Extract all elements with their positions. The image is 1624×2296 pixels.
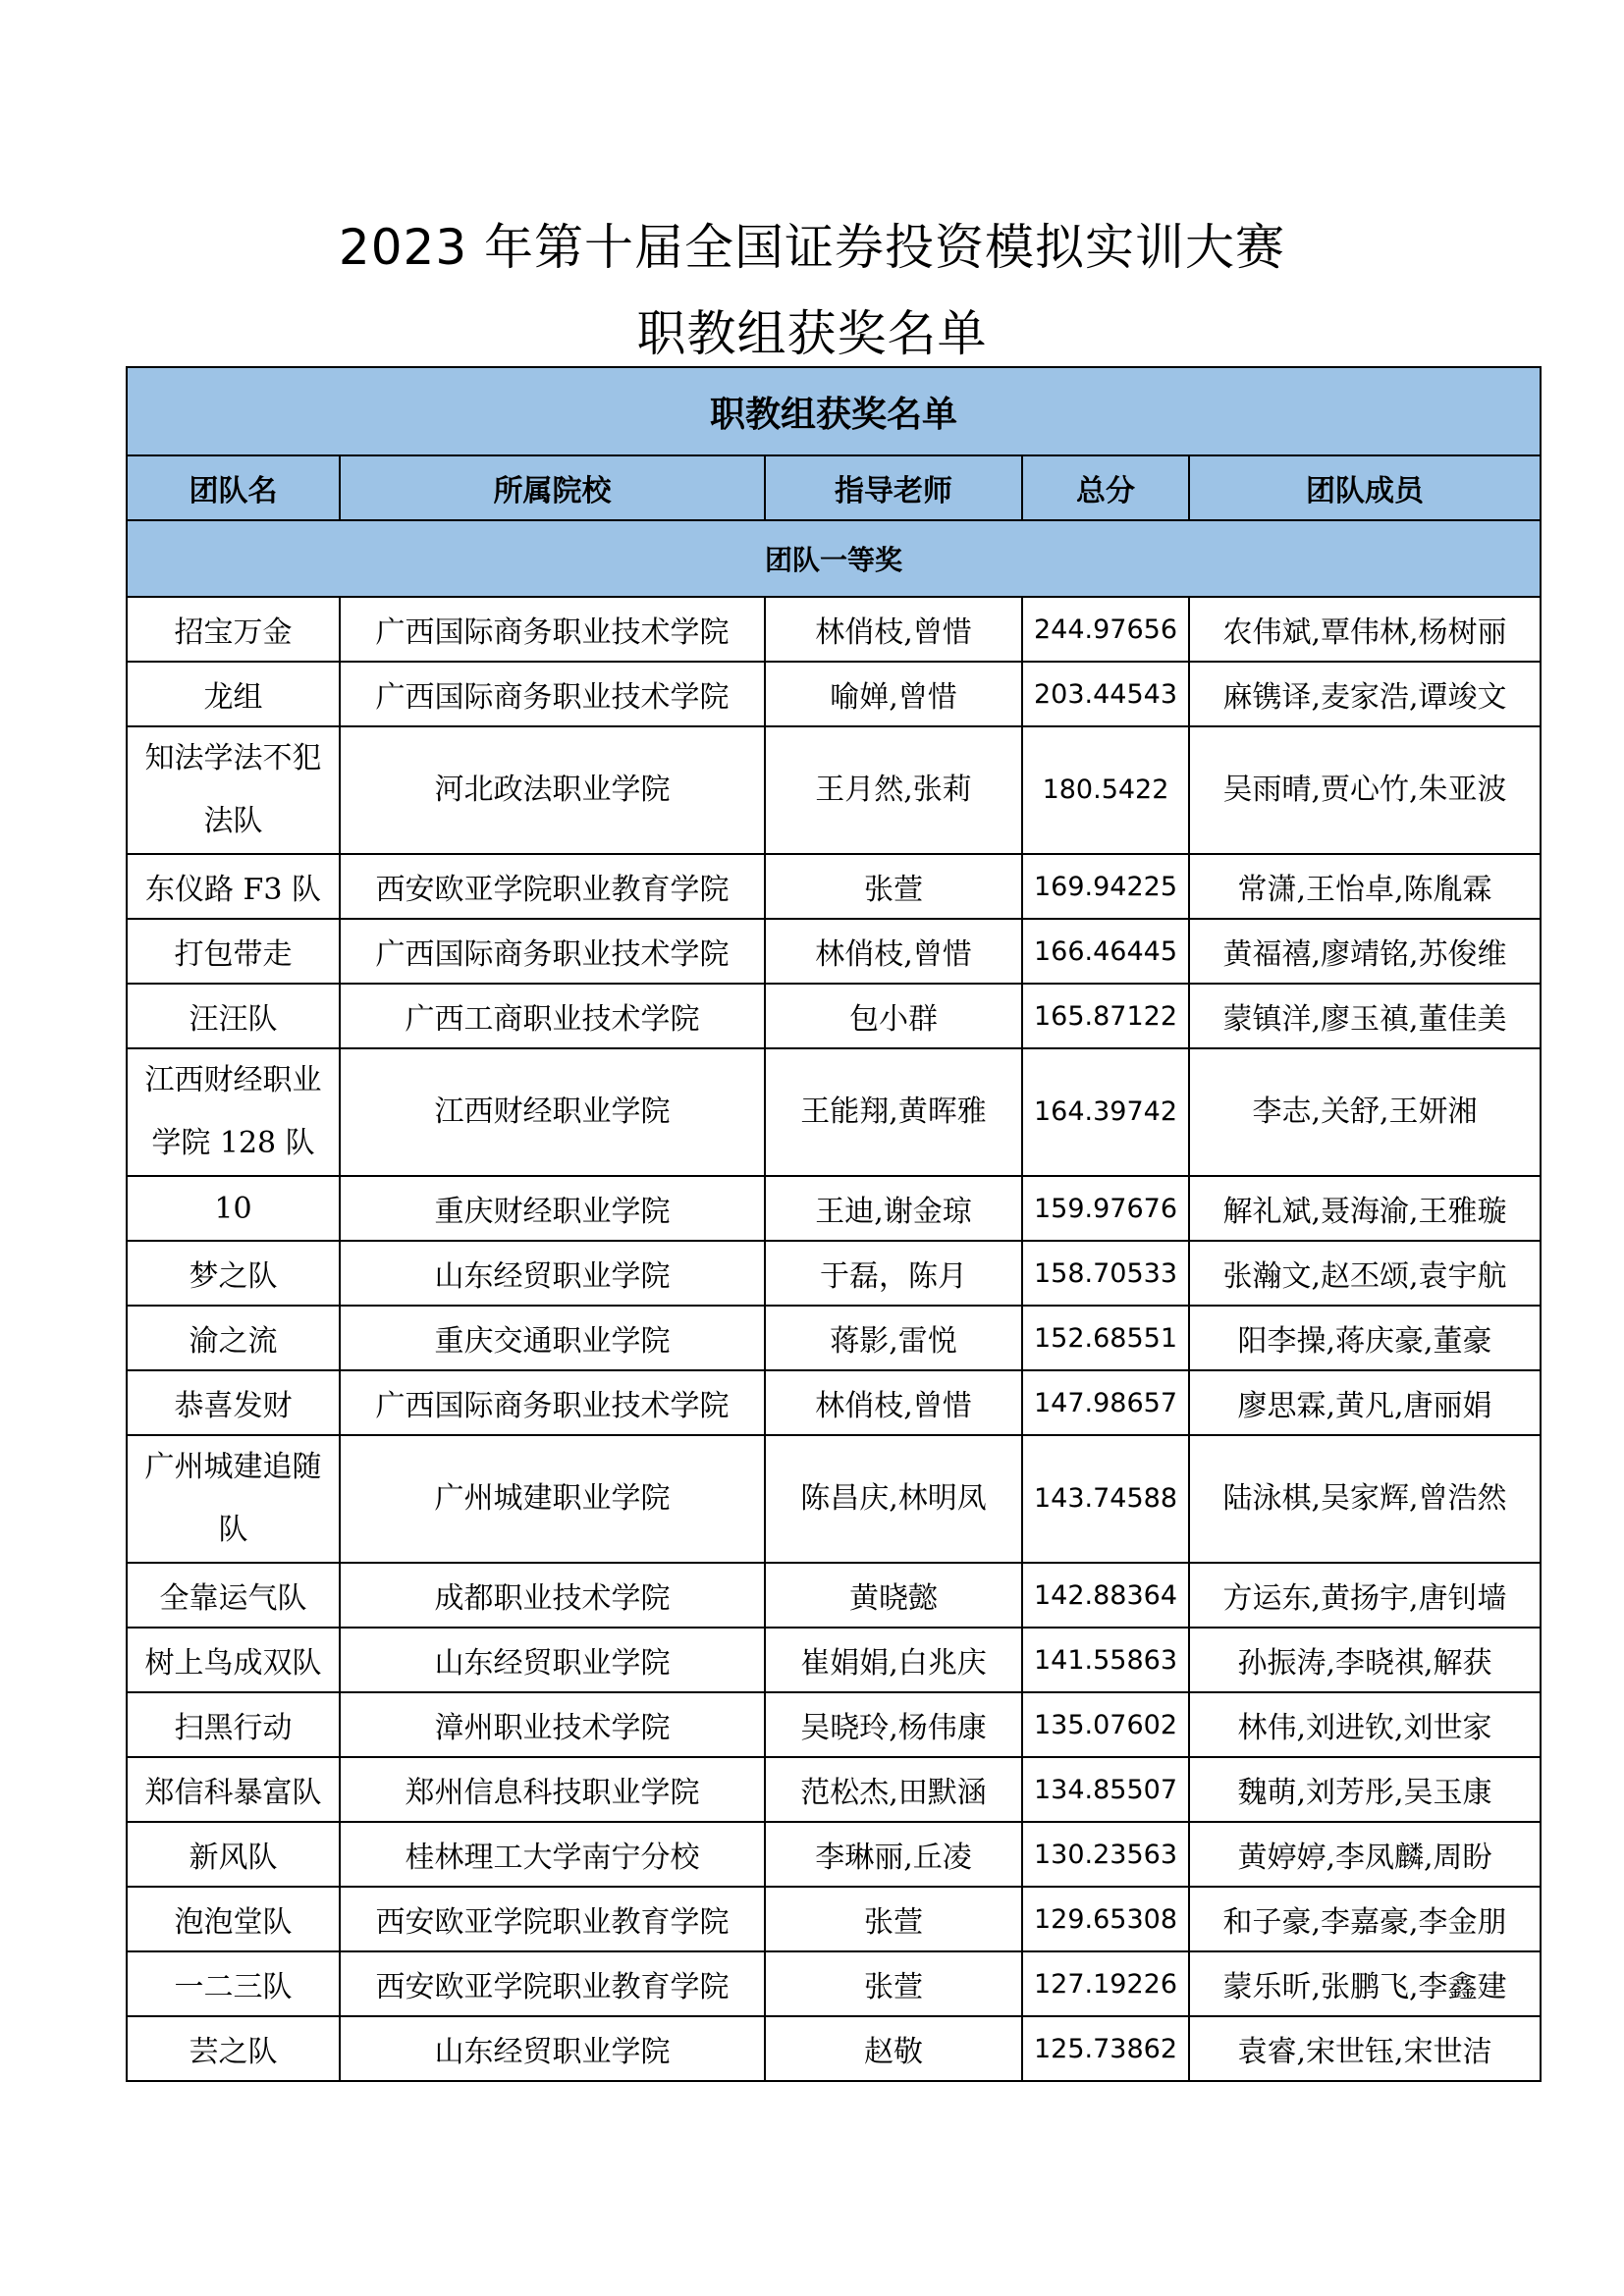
column-header-members: 团队成员 [1189, 455, 1541, 520]
score-cell: 165.87122 [1022, 984, 1189, 1048]
team-name-cell: 树上鸟成双队 [127, 1628, 340, 1692]
school-cell: 广西国际商务职业技术学院 [340, 1370, 765, 1435]
members-cell: 吴雨晴,贾心竹,朱亚波 [1189, 726, 1541, 854]
table-row [127, 2016, 1541, 2081]
table-row [127, 1306, 1541, 1370]
members-cell: 李志,关舒,王妍湘 [1189, 1048, 1541, 1176]
team-name-cell: 泡泡堂队 [127, 1887, 340, 1951]
members-cell: 袁睿,宋世钰,宋世洁 [1189, 2016, 1541, 2081]
table-row [127, 1757, 1541, 1822]
table-row [127, 726, 1541, 854]
teacher-cell: 崔娟娟,白兆庆 [765, 1628, 1022, 1692]
teacher-cell: 黄晓懿 [765, 1563, 1022, 1628]
table-row [127, 919, 1541, 984]
school-cell: 漳州职业技术学院 [340, 1692, 765, 1757]
score-cell: 164.39742 [1022, 1048, 1189, 1176]
teacher-cell: 吴晓玲,杨伟康 [765, 1692, 1022, 1757]
score-cell: 166.46445 [1022, 919, 1189, 984]
table-row [127, 1241, 1541, 1306]
table-row [127, 1951, 1541, 2016]
team-name-cell: 扫黑行动 [127, 1692, 340, 1757]
table-row [127, 662, 1541, 726]
score-cell: 169.94225 [1022, 854, 1189, 919]
members-cell: 魏萌,刘芳彤,吴玉康 [1189, 1757, 1541, 1822]
members-cell: 陆泳棋,吴家辉,曾浩然 [1189, 1435, 1541, 1563]
members-cell: 麻镌译,麦家浩,谭竣文 [1189, 662, 1541, 726]
score-cell: 143.74588 [1022, 1435, 1189, 1563]
teacher-cell: 林俏枝,曾惜 [765, 597, 1022, 662]
teacher-cell: 赵敬 [765, 2016, 1022, 2081]
school-cell: 西安欧亚学院职业教育学院 [340, 854, 765, 919]
members-cell: 阳李操,蒋庆豪,董豪 [1189, 1306, 1541, 1370]
team-name-cell: 打包带走 [127, 919, 340, 984]
table-row [127, 1563, 1541, 1628]
score-cell: 141.55863 [1022, 1628, 1189, 1692]
team-name-cell: 新风队 [127, 1822, 340, 1887]
table-row [127, 854, 1541, 919]
teacher-cell: 王能翔,黄晖雅 [765, 1048, 1022, 1176]
teacher-cell: 蒋影,雷悦 [765, 1306, 1022, 1370]
teacher-cell: 张萱 [765, 1951, 1022, 2016]
team-name-cell: 全靠运气队 [127, 1563, 340, 1628]
teacher-cell: 张萱 [765, 854, 1022, 919]
members-cell: 孙振涛,李晓祺,解获 [1189, 1628, 1541, 1692]
school-cell: 山东经贸职业学院 [340, 2016, 765, 2081]
members-cell: 农伟斌,覃伟林,杨树丽 [1189, 597, 1541, 662]
table-row [127, 1435, 1541, 1563]
school-cell: 重庆交通职业学院 [340, 1306, 765, 1370]
members-cell: 蒙镇洋,廖玉禛,董佳美 [1189, 984, 1541, 1048]
school-cell: 西安欧亚学院职业教育学院 [340, 1951, 765, 2016]
score-cell: 125.73862 [1022, 2016, 1189, 2081]
teacher-cell: 王月然,张莉 [765, 726, 1022, 854]
table-row [127, 1628, 1541, 1692]
members-cell: 黄婷婷,李凤麟,周盼 [1189, 1822, 1541, 1887]
table-row [127, 1176, 1541, 1241]
score-cell: 142.88364 [1022, 1563, 1189, 1628]
school-cell: 桂林理工大学南宁分校 [340, 1822, 765, 1887]
table-caption: 职教组获奖名单 [127, 367, 1541, 455]
team-name-cell: 龙组 [127, 662, 340, 726]
table-row [127, 1370, 1541, 1435]
score-cell: 134.85507 [1022, 1757, 1189, 1822]
members-cell: 蒙乐昕,张鹏飞,李鑫建 [1189, 1951, 1541, 2016]
members-cell: 解礼斌,聂海渝,王雅璇 [1189, 1176, 1541, 1241]
table-row [127, 597, 1541, 662]
score-cell: 130.23563 [1022, 1822, 1189, 1887]
team-name-cell: 知法学法不犯法队 [127, 726, 340, 854]
score-cell: 244.97656 [1022, 597, 1189, 662]
score-cell: 127.19226 [1022, 1951, 1189, 2016]
school-cell: 广西国际商务职业技术学院 [340, 662, 765, 726]
teacher-cell: 王迪,谢金琼 [765, 1176, 1022, 1241]
team-name-cell: 广州城建追随队 [127, 1435, 340, 1563]
team-name-cell: 郑信科暴富队 [127, 1757, 340, 1822]
team-name-cell: 渝之流 [127, 1306, 340, 1370]
team-name-cell: 招宝万金 [127, 597, 340, 662]
teacher-cell: 包小群 [765, 984, 1022, 1048]
team-name-cell: 东仪路 F3 队 [127, 854, 340, 919]
table-row [127, 1887, 1541, 1951]
school-cell: 成都职业技术学院 [340, 1563, 765, 1628]
score-cell: 135.07602 [1022, 1692, 1189, 1757]
section-header-first-prize: 团队一等奖 [127, 520, 1541, 597]
members-cell: 黄福禧,廖靖铭,苏俊维 [1189, 919, 1541, 984]
score-cell: 147.98657 [1022, 1370, 1189, 1435]
members-cell: 常潇,王怡卓,陈胤霖 [1189, 854, 1541, 919]
team-name-cell: 芸之队 [127, 2016, 340, 2081]
school-cell: 广州城建职业学院 [340, 1435, 765, 1563]
teacher-cell: 陈昌庆,林明凤 [765, 1435, 1022, 1563]
team-name-cell: 梦之队 [127, 1241, 340, 1306]
school-cell: 广西国际商务职业技术学院 [340, 919, 765, 984]
school-cell: 郑州信息科技职业学院 [340, 1757, 765, 1822]
team-name-cell: 恭喜发财 [127, 1370, 340, 1435]
score-cell: 129.65308 [1022, 1887, 1189, 1951]
score-cell: 203.44543 [1022, 662, 1189, 726]
members-cell: 林伟,刘进钦,刘世家 [1189, 1692, 1541, 1757]
score-cell: 158.70533 [1022, 1241, 1189, 1306]
table-body [127, 597, 1541, 2081]
column-header-school: 所属院校 [340, 455, 765, 520]
school-cell: 广西国际商务职业技术学院 [340, 597, 765, 662]
members-cell: 张瀚文,赵丕颂,袁宇航 [1189, 1241, 1541, 1306]
school-cell: 河北政法职业学院 [340, 726, 765, 854]
team-name-cell: 江西财经职业学院 128 队 [127, 1048, 340, 1176]
teacher-cell: 林俏枝,曾惜 [765, 1370, 1022, 1435]
teacher-cell: 喻婵,曾惜 [765, 662, 1022, 726]
school-cell: 江西财经职业学院 [340, 1048, 765, 1176]
award-table [126, 366, 1542, 2082]
teacher-cell: 范松杰,田默涵 [765, 1757, 1022, 1822]
column-header-teacher: 指导老师 [765, 455, 1022, 520]
table-row [127, 984, 1541, 1048]
teacher-cell: 于磊，陈月 [765, 1241, 1022, 1306]
school-cell: 山东经贸职业学院 [340, 1628, 765, 1692]
school-cell: 山东经贸职业学院 [340, 1241, 765, 1306]
table-row [127, 1048, 1541, 1176]
school-cell: 重庆财经职业学院 [340, 1176, 765, 1241]
school-cell: 西安欧亚学院职业教育学院 [340, 1887, 765, 1951]
column-header-score: 总分 [1022, 455, 1189, 520]
score-cell: 159.97676 [1022, 1176, 1189, 1241]
team-name-cell: 汪汪队 [127, 984, 340, 1048]
team-name-cell: 一二三队 [127, 1951, 340, 2016]
team-name-cell: 10 [127, 1176, 340, 1241]
score-cell: 152.68551 [1022, 1306, 1189, 1370]
teacher-cell: 李琳丽,丘凌 [765, 1822, 1022, 1887]
members-cell: 廖思霖,黄凡,唐丽娟 [1189, 1370, 1541, 1435]
members-cell: 方运东,黄扬宇,唐钊墙 [1189, 1563, 1541, 1628]
members-cell: 和子豪,李嘉豪,李金朋 [1189, 1887, 1541, 1951]
table-row [127, 1822, 1541, 1887]
document-title: 2023 年第十届全国证券投资模拟实训大赛 [338, 219, 1286, 276]
table-row [127, 1692, 1541, 1757]
teacher-cell: 林俏枝,曾惜 [765, 919, 1022, 984]
school-cell: 广西工商职业技术学院 [340, 984, 765, 1048]
column-header-team: 团队名 [127, 455, 340, 520]
teacher-cell: 张萱 [765, 1887, 1022, 1951]
document-subtitle: 职教组获奖名单 [636, 305, 988, 362]
score-cell: 180.5422 [1022, 726, 1189, 854]
